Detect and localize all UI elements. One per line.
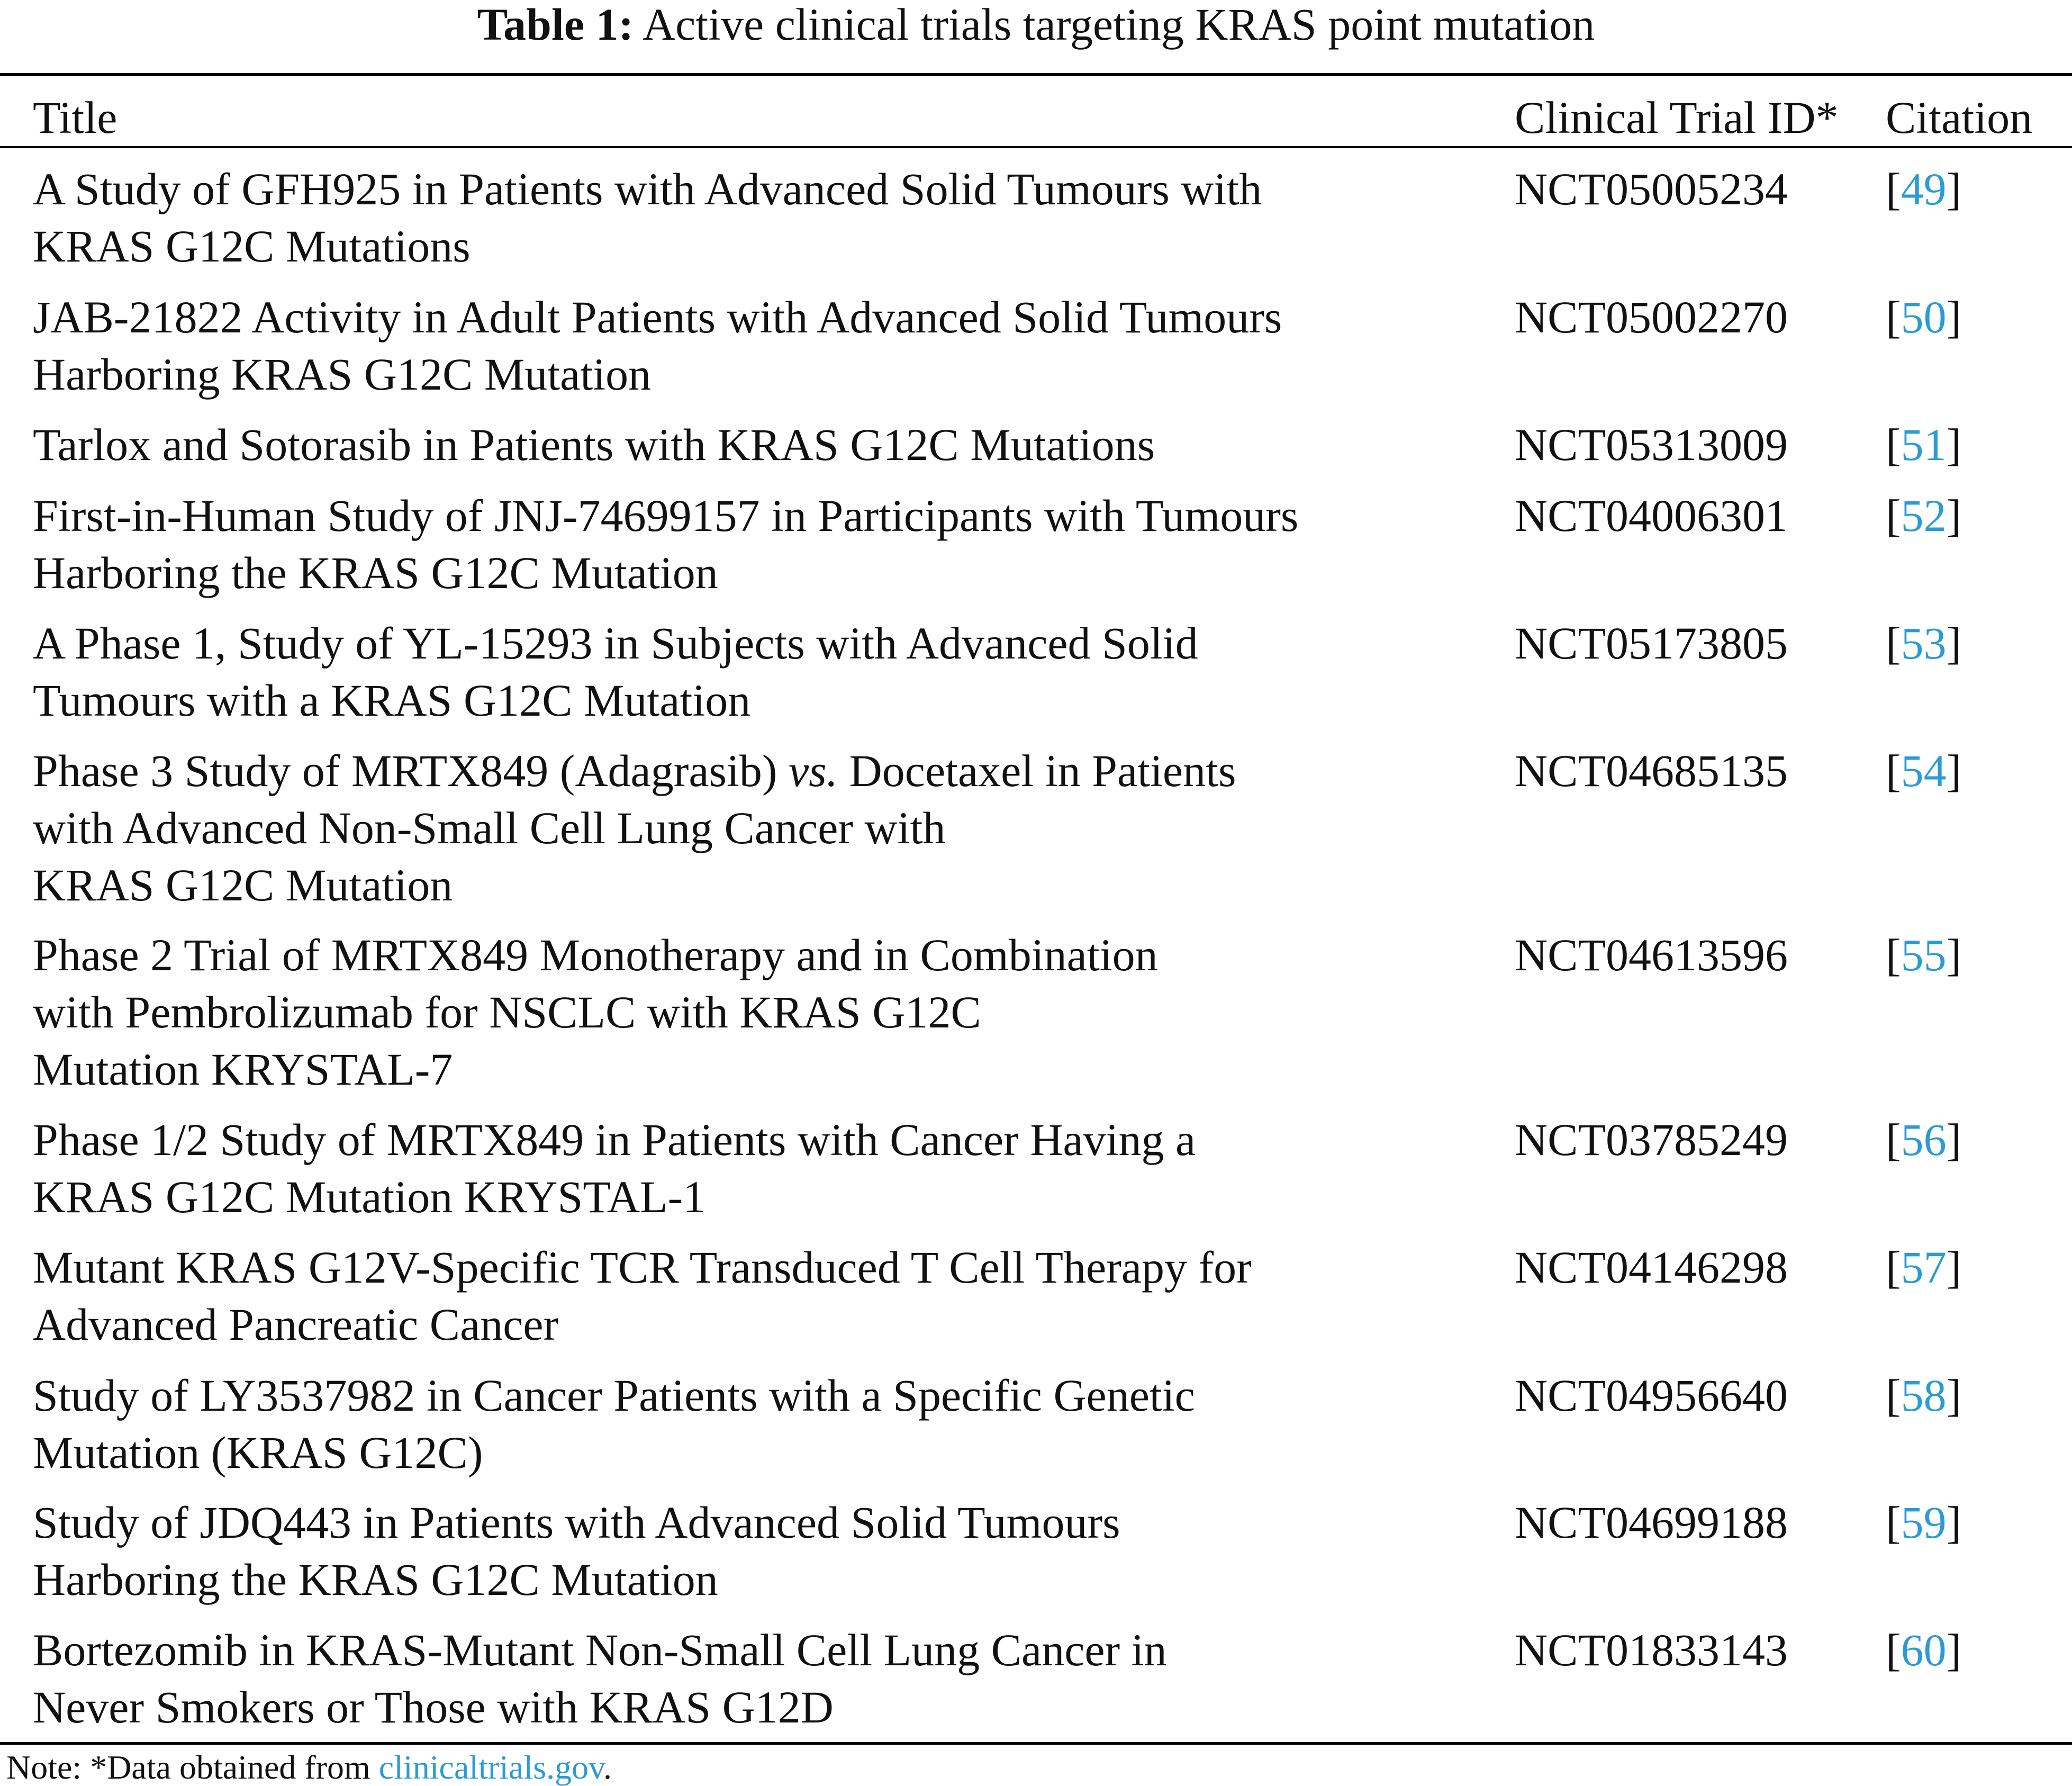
citation-link[interactable]: 57: [1901, 1242, 1947, 1293]
trial-id: NCT05002270: [1515, 292, 1788, 342]
citation-link[interactable]: 58: [1901, 1370, 1947, 1421]
header-citation: Citation: [1886, 92, 2033, 143]
citation-bracket: [: [1886, 930, 1901, 980]
trial-citation: [1886, 1494, 1961, 1551]
citation-bracket: ]: [1946, 1370, 1962, 1421]
trial-title-vs: vs.: [789, 745, 838, 796]
note-suffix: .: [603, 1748, 612, 1786]
trial-citation: [1886, 926, 1961, 984]
trial-title: [33, 1621, 1167, 1736]
trial-id: NCT04613596: [1515, 930, 1788, 980]
citation-bracket: [: [1886, 419, 1901, 470]
citation-bracket: [: [1886, 1625, 1901, 1675]
trial-title: [33, 1111, 1196, 1225]
citation-bracket: ]: [1946, 164, 1962, 214]
trial-title-line: [33, 742, 1236, 799]
trial-title-part: Phase 3 Study of MRTX849 (Adagrasib): [33, 745, 789, 796]
citation-bracket: ]: [1946, 1242, 1962, 1293]
table-caption-text: Active clinical trials targeting KRAS point mutation: [642, 0, 1595, 50]
citation-bracket: [: [1886, 1242, 1901, 1293]
citation-bracket: [: [1886, 164, 1901, 214]
citation-link[interactable]: 51: [1901, 419, 1947, 470]
trial-title-line: Study of LY3537982 in Cancer Patients with a Specific Genetic: [33, 1370, 1195, 1421]
trial-title-line: Harboring the KRAS G12C Mutation: [33, 1554, 718, 1605]
trial-title-line: Never Smokers or Those with KRAS G12D: [33, 1682, 834, 1733]
trial-id: NCT04685135: [1515, 745, 1788, 796]
trial-citation: [1886, 742, 1961, 799]
trial-id: NCT04956640: [1515, 1370, 1788, 1421]
trial-title: [33, 487, 1298, 601]
trial-citation: [1886, 160, 1961, 218]
trial-title: [33, 416, 1155, 473]
note-link[interactable]: clinicaltrials.gov: [378, 1748, 603, 1786]
trial-title-line: KRAS G12C Mutation KRYSTAL-1: [33, 1171, 706, 1222]
citation-bracket: ]: [1946, 930, 1962, 980]
trial-title: [33, 1494, 1120, 1608]
header-title: Title: [33, 92, 117, 143]
citation-bracket: ]: [1946, 292, 1962, 342]
trial-title: [33, 615, 1198, 729]
trial-title-part: Docetaxel in Patients: [838, 745, 1236, 796]
trial-title-line: Phase 1/2 Study of MRTX849 in Patients with Cancer Having a: [33, 1114, 1196, 1165]
trial-id: NCT04146298: [1515, 1242, 1788, 1293]
trial-title-line: Mutation KRYSTAL-7: [33, 1044, 453, 1095]
trial-title-line: A Study of GFH925 in Patients with Advanced Solid Tumours with: [33, 164, 1262, 214]
trial-title: [33, 1239, 1252, 1353]
trial-title: [33, 160, 1262, 275]
citation-bracket: ]: [1946, 490, 1962, 541]
trial-id: NCT01833143: [1515, 1625, 1788, 1675]
citation-bracket: [: [1886, 490, 1901, 541]
trial-title-line: with Advanced Non-Small Cell Lung Cancer with: [33, 802, 946, 853]
citation-link[interactable]: 53: [1901, 618, 1947, 669]
trial-title-line: JAB-21822 Activity in Adult Patients with Advanced Solid Tumours: [33, 292, 1282, 342]
trial-title-line: Tarlox and Sotorasib in Patients with KRAS G12C Mutations: [33, 419, 1155, 470]
citation-link[interactable]: 54: [1901, 745, 1947, 796]
citation-bracket: ]: [1946, 745, 1962, 796]
citation-link[interactable]: 60: [1901, 1625, 1947, 1675]
table-caption-label: Table 1:: [477, 0, 634, 50]
citation-link[interactable]: 52: [1901, 490, 1947, 541]
citation-bracket: [: [1886, 1497, 1901, 1548]
trial-id: NCT03785249: [1515, 1114, 1788, 1165]
trial-title-line: Phase 2 Trial of MRTX849 Monotherapy and in Combination: [33, 930, 1158, 980]
trial-title-line: First-in-Human Study of JNJ-74699157 in Participants with Tumours: [33, 490, 1299, 541]
trial-title-line: Tumours with a KRAS G12C Mutation: [33, 675, 751, 726]
trial-citation: [1886, 1239, 1961, 1296]
trial-title-line: A Phase 1, Study of YL-15293 in Subjects with Advanced Solid: [33, 618, 1198, 669]
trial-title-line: Harboring the KRAS G12C Mutation: [33, 547, 718, 598]
table-top-rule: [0, 73, 2072, 76]
trial-id: NCT04699188: [1515, 1497, 1788, 1548]
trial-title: [33, 1367, 1195, 1481]
citation-link[interactable]: 56: [1901, 1114, 1947, 1165]
trial-id: NCT05313009: [1515, 419, 1788, 470]
table-bottom-rule: [0, 1742, 2072, 1745]
citation-bracket: ]: [1946, 618, 1962, 669]
trial-title: [33, 288, 1282, 403]
table-header-rule: [0, 146, 2072, 148]
trial-title-line: Mutation (KRAS G12C): [33, 1427, 483, 1478]
trial-citation: [1886, 1111, 1961, 1168]
trial-title-line: Harboring KRAS G12C Mutation: [33, 349, 652, 400]
trial-title-line: Bortezomib in KRAS-Mutant Non-Small Cell Lung Cancer in: [33, 1625, 1167, 1675]
citation-link[interactable]: 50: [1901, 292, 1947, 342]
citation-bracket: ]: [1946, 1625, 1962, 1675]
note-prefix: Note: *Data obtained from: [6, 1748, 379, 1786]
citation-link[interactable]: 59: [1901, 1497, 1947, 1548]
trial-id: NCT04006301: [1515, 490, 1788, 541]
citation-bracket: [: [1886, 292, 1901, 342]
citation-bracket: [: [1886, 618, 1901, 669]
citation-bracket: [: [1886, 1370, 1901, 1421]
citation-bracket: ]: [1946, 1497, 1962, 1548]
trial-title: [33, 926, 1158, 1098]
trial-title-line: Study of JDQ443 in Patients with Advanced Solid Tumours: [33, 1497, 1120, 1548]
trial-citation: [1886, 1367, 1961, 1424]
trial-id: NCT05005234: [1515, 164, 1788, 214]
trial-title-line: KRAS G12C Mutations: [33, 221, 471, 272]
trial-citation: [1886, 416, 1961, 473]
trial-title-line: Mutant KRAS G12V-Specific TCR Transduced T Cell Therapy for: [33, 1242, 1252, 1293]
trial-title-line: KRAS G12C Mutation: [33, 860, 453, 910]
trial-title-line: Advanced Pancreatic Cancer: [33, 1299, 559, 1350]
citation-bracket: ]: [1946, 1114, 1962, 1165]
header-trial-id: Clinical Trial ID*: [1515, 92, 1839, 143]
trial-citation: [1886, 487, 1961, 544]
trial-title-line: with Pembrolizumab for NSCLC with KRAS G12C: [33, 987, 981, 1038]
table-note: [6, 1749, 612, 1785]
citation-link[interactable]: 49: [1901, 164, 1947, 214]
citation-bracket: [: [1886, 1114, 1901, 1165]
table-caption: [0, 0, 2072, 49]
citation-bracket: [: [1886, 745, 1901, 796]
trial-citation: [1886, 1621, 1961, 1679]
trial-citation: [1886, 288, 1961, 346]
trial-citation: [1886, 615, 1961, 672]
citation-bracket: ]: [1946, 419, 1962, 470]
citation-link[interactable]: 55: [1901, 930, 1947, 980]
trial-title: [33, 742, 1236, 914]
trial-id: NCT05173805: [1515, 618, 1788, 669]
